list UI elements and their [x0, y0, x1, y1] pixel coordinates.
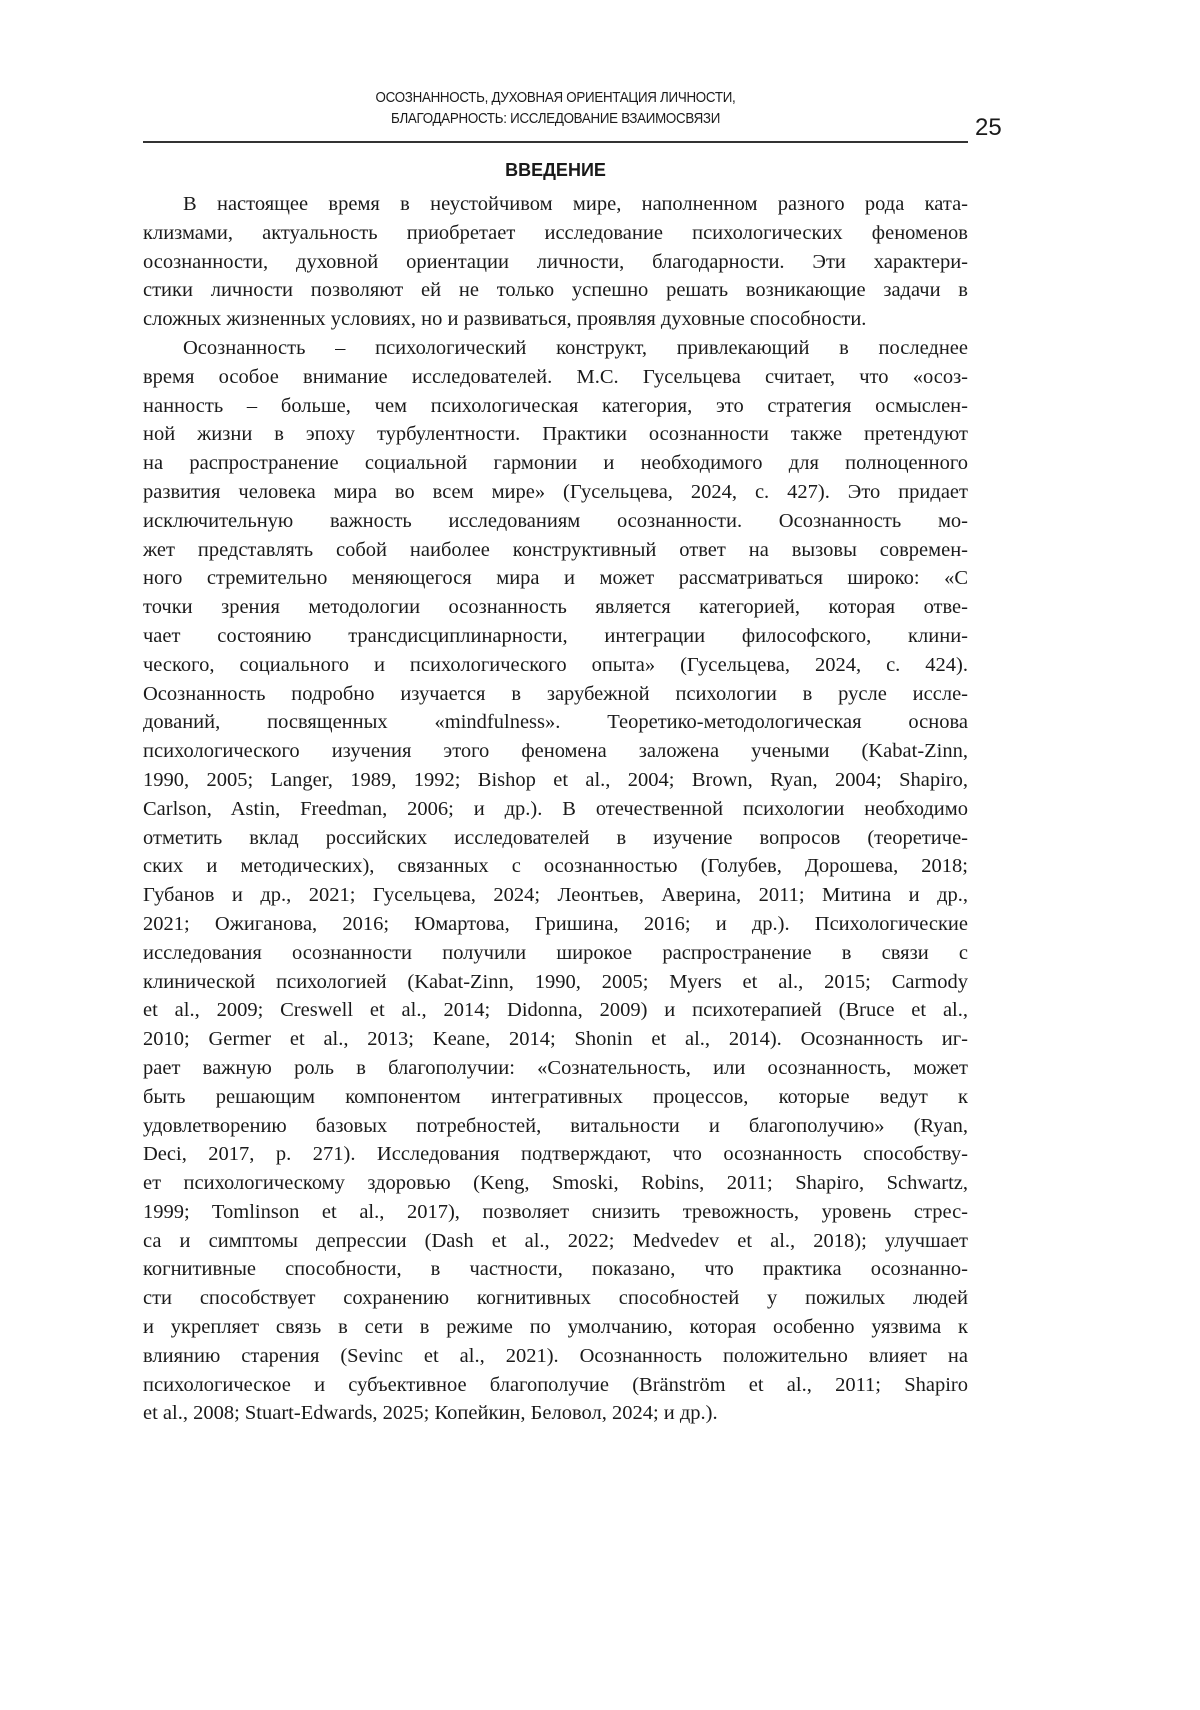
- text-line: Carlson, Astin, Freedman, 2006; и др.). В отечественной психологии необходимо: [143, 797, 968, 820]
- text-line: ских и методических), связанных с осознанностью (Голубев, Дорошева, 2018;: [143, 855, 968, 878]
- text-line: клизмами, актуальность приобретает исследование психологических феноменов: [143, 221, 968, 244]
- text-line: исключительную важность исследованиям осознанности. Осознанность мо-: [143, 509, 968, 532]
- text-line: время особое внимание исследователей. М.С. Гусельцева считает, что «осоз-: [143, 365, 968, 388]
- running-header-line: БЛАГОДАРНОСТЬ: ИССЛЕДОВАНИЕ ВЗАИМОСВЯЗИ: [390, 111, 721, 127]
- text-line: точки зрения методологии осознанность является категорией, которая отве-: [143, 596, 968, 619]
- text-line: развития человека мира во всем мире» (Гусельцева, 2024, с. 427). Это придает: [143, 480, 968, 503]
- text-line: и укрепляет связь в сети в режиме по умолчанию, которая особенно уязвима к: [143, 1316, 968, 1339]
- text-line: 1999; Tomlinson et al., 2017), позволяет снизить тревожность, уровень стрес-: [143, 1200, 968, 1223]
- text-line: психологического изучения этого феномена заложена учеными (Kabat-Zinn,: [143, 740, 968, 763]
- text-line: Deci, 2017, p. 271). Исследования подтверждают, что осознанность способству-: [143, 1143, 968, 1166]
- text-line: et al., 2009; Creswell et al., 2014; Didonna, 2009) и психотерапией (Bruce et al.,: [143, 999, 968, 1022]
- text-line: Осознанность – психологический конструкт, привлекающий в последнее: [183, 336, 968, 359]
- text-line: жет представлять собой наиболее конструктивный ответ на вызовы современ-: [143, 538, 968, 561]
- text-line: чает состоянию трансдисциплинарности, интеграции философского, клини-: [143, 624, 968, 647]
- text-line: et al., 2008; Stuart-Edwards, 2025; Копейкин, Беловол, 2024; и др.).: [143, 1402, 718, 1425]
- text-line: клинической психологией (Kabat-Zinn, 1990, 2005; Myers et al., 2015; Carmody: [143, 970, 968, 993]
- body-text: [143, 190, 968, 1428]
- text-line: на распространение социальной гармонии и необходимого для полноценного: [143, 452, 968, 475]
- text-line: удовлетворению базовых потребностей, витальности и благополучию» (Ryan,: [143, 1114, 968, 1137]
- running-header: [176, 88, 935, 130]
- text-line: ного стремительно меняющегося мира и может рассматриваться широко: «С: [143, 567, 968, 590]
- text-line: дований, посвященных «mindfulness». Теоретико-методологическая основа: [143, 711, 968, 734]
- text-line: рает важную роль в благополучии: «Сознательность, или осознанность, может: [143, 1056, 968, 1079]
- text-line: когнитивные способности, в частности, показано, что практика осознанно-: [143, 1258, 968, 1281]
- text-line: исследования осознанности получили широкое распространение в связи с: [143, 941, 968, 964]
- text-line: нанность – больше, чем психологическая категория, это стратегия осмыслен-: [143, 394, 968, 417]
- text-line: ческого, социального и психологического опыта» (Гусельцева, 2024, с. 424).: [143, 653, 968, 676]
- text-line: Губанов и др., 2021; Гусельцева, 2024; Леонтьев, Аверина, 2011; Митина и др.,: [143, 884, 968, 907]
- text-line: осознанности, духовной ориентации личности, благодарности. Эти характери-: [143, 250, 968, 273]
- text-line: сти способствует сохранению когнитивных способностей у пожилых людей: [143, 1287, 968, 1310]
- text-line: Осознанность подробно изучается в зарубежной психологии в русле иссле-: [143, 682, 968, 705]
- text-line: быть решающим компонентом интегративных процессов, которые ведут к: [143, 1085, 968, 1108]
- text-line: са и симптомы депрессии (Dash et al., 2022; Medvedev et al., 2018); улучшает: [143, 1229, 968, 1252]
- header-rule: [143, 141, 968, 143]
- page-number: 25: [975, 114, 1002, 141]
- text-line: влиянию старения (Sevinc et al., 2021). Осознанность положительно влияет на: [143, 1344, 968, 1367]
- text-line: В настоящее время в неустойчивом мире, наполненном разного рода ката-: [183, 193, 968, 215]
- text-line: 1990, 2005; Langer, 1989, 1992; Bishop et al., 2004; Brown, Ryan, 2004; Shapiro,: [143, 768, 968, 791]
- text-line: психологическое и субъективное благополучие (Bränström et al., 2011; Shapiro: [143, 1373, 968, 1396]
- text-line: сложных жизненных условиях, но и развиваться, проявляя духовные способности.: [143, 308, 867, 331]
- section-title: ВВЕДЕНИЕ: [505, 160, 606, 180]
- text-line: ет психологическому здоровью (Keng, Smoski, Robins, 2011; Shapiro, Schwartz,: [143, 1172, 968, 1195]
- running-header-line: ОСОЗНАННОСТЬ, ДУХОВНАЯ ОРИЕНТАЦИЯ ЛИЧНОСТИ,: [375, 90, 736, 106]
- text-line: 2010; Germer et al., 2013; Keane, 2014; Shonin et al., 2014). Осознанность иг-: [143, 1028, 968, 1051]
- text-line: стики личности позволяют ей не только успешно решать возникающие задачи в: [143, 279, 968, 302]
- text-line: отметить вклад российских исследователей в изучение вопросов (теоретиче-: [143, 826, 968, 849]
- text-line: ной жизни в эпоху турбулентности. Практики осознанности также претендуют: [143, 423, 968, 446]
- text-line: 2021; Ожиганова, 2016; Юмартова, Гришина, 2016; и др.). Психологические: [143, 912, 968, 935]
